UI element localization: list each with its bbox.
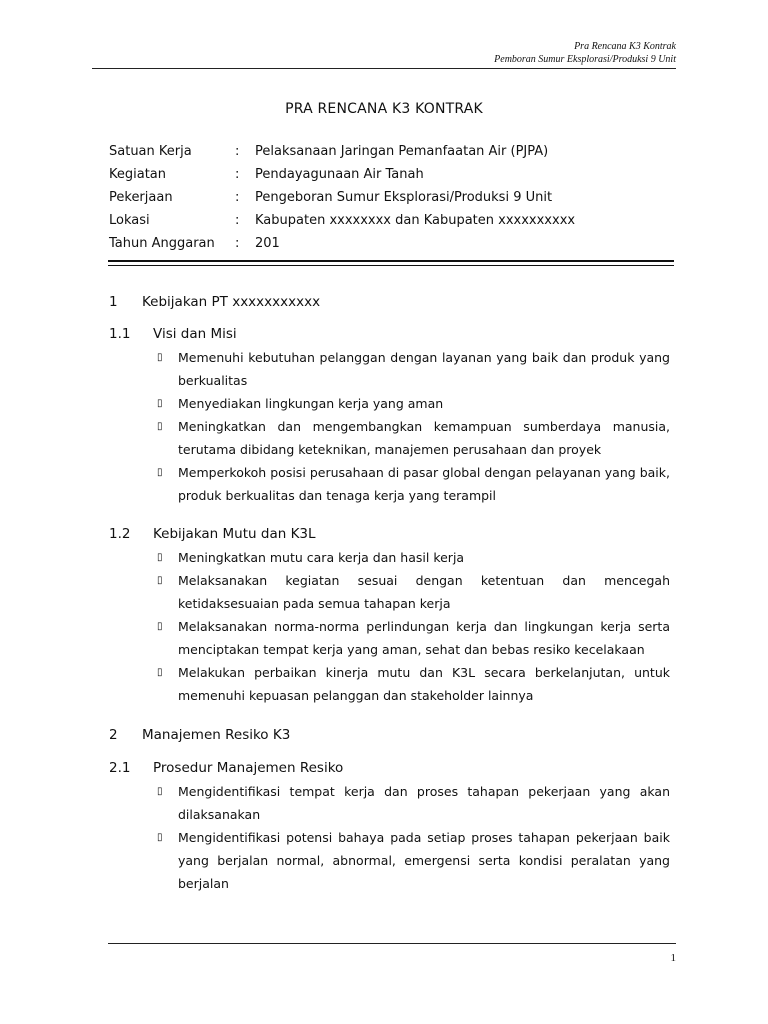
footer-rule: [108, 943, 676, 944]
running-header-subtitle: Pemboran Sumur Eksplorasi/Produksi 9 Unit: [494, 54, 676, 65]
meta-separator: :: [235, 167, 240, 182]
bullet-icon: ▯: [157, 398, 163, 409]
bullet-icon: ▯: [157, 575, 163, 586]
title-block-double-rule: [108, 260, 674, 266]
list-item: ▯ Melakukan perbaikan kinerja mutu dan K3L secara berkelanjutan, untuk memenuhi kepuasan pelanggan dan stakeholder lainnya: [157, 661, 670, 707]
list-item: ▯ Menyediakan lingkungan kerja yang aman: [157, 392, 670, 415]
meta-table: [109, 140, 575, 255]
section-title: Kebijakan PT xxxxxxxxxxx: [142, 294, 321, 310]
bullet-icon: ▯: [157, 467, 163, 478]
list-item: ▯ Melaksanakan kegiatan sesuai dengan ketentuan dan mencegah ketidaksesuaian pada semua tahapan kerja: [157, 569, 670, 615]
section-title: Kebijakan Mutu dan K3L: [153, 526, 316, 542]
meta-label: Satuan Kerja: [109, 144, 192, 159]
meta-row: [109, 232, 575, 255]
header-rule: [92, 68, 676, 69]
meta-separator: :: [235, 236, 240, 251]
bullet-icon: ▯: [157, 832, 163, 843]
bullet-icon: ▯: [157, 421, 163, 432]
meta-row: [109, 209, 575, 232]
meta-value: Pelaksanaan Jaringan Pemanfaatan Air (PJPA): [255, 144, 549, 159]
meta-row: [109, 163, 575, 186]
section-number: 1: [109, 294, 118, 310]
meta-value: 201: [255, 236, 280, 251]
meta-row: [109, 140, 575, 163]
bullet-list-prosedur: [157, 780, 670, 895]
bullet-list-kebijakan-mutu: [157, 546, 670, 707]
page-number: 1: [670, 952, 676, 964]
section-number: 1.2: [109, 526, 131, 542]
section-title: Visi dan Misi: [153, 326, 237, 342]
meta-value: Pengeboran Sumur Eksplorasi/Produksi 9 Unit: [255, 190, 553, 205]
list-item: ▯ Mengidentifikasi potensi bahaya pada setiap proses tahapan pekerjaan baik yang berjalan normal, abnormal, emergensi serta kondisi peralatan yang berjalan: [157, 826, 670, 895]
section-number: 1.1: [109, 326, 131, 342]
meta-label: Lokasi: [109, 213, 150, 228]
section-number: 2.1: [109, 760, 131, 776]
bullet-icon: ▯: [157, 786, 163, 797]
running-header: [494, 40, 676, 66]
bullet-icon: ▯: [157, 352, 163, 363]
running-header-title: Pra Rencana K3 Kontrak: [574, 41, 676, 52]
section-number: 2: [109, 727, 118, 743]
list-item: ▯ Meningkatkan dan mengembangkan kemampuan sumberdaya manusia, terutama dibidang keteknikan, manajemen perusahaan dan proyek: [157, 415, 670, 461]
bullet-icon: ▯: [157, 621, 163, 632]
list-item: ▯ Memenuhi kebutuhan pelanggan dengan layanan yang baik dan produk yang berkualitas: [157, 346, 670, 392]
meta-label: Pekerjaan: [109, 190, 173, 205]
list-item: ▯ Melaksanakan norma-norma perlindungan kerja dan lingkungan kerja serta menciptakan tempat kerja yang aman, sehat dan bebas resiko kecelakaan: [157, 615, 670, 661]
meta-row: [109, 186, 575, 209]
meta-label: Tahun Anggaran: [109, 236, 215, 251]
document-title: PRA RENCANA K3 KONTRAK: [285, 101, 483, 117]
bullet-icon: ▯: [157, 667, 163, 678]
list-item: ▯ Memperkokoh posisi perusahaan di pasar global dengan pelayanan yang baik, produk berkualitas dan tenaga kerja yang terampil: [157, 461, 670, 507]
list-item: ▯ Mengidentifikasi tempat kerja dan proses tahapan pekerjaan yang akan dilaksanakan: [157, 780, 670, 826]
meta-value: Pendayagunaan Air Tanah: [255, 167, 424, 182]
meta-separator: :: [235, 190, 240, 205]
meta-separator: :: [235, 144, 240, 159]
meta-value: Kabupaten xxxxxxxx dan Kabupaten xxxxxxxxxx: [255, 213, 576, 228]
section-title: Manajemen Resiko K3: [142, 727, 291, 743]
section-title: Prosedur Manajemen Resiko: [153, 760, 344, 776]
list-item: ▯ Meningkatkan mutu cara kerja dan hasil kerja: [157, 546, 670, 569]
bullet-list-visi-misi: [157, 346, 670, 507]
meta-separator: :: [235, 213, 240, 228]
meta-label: Kegiatan: [109, 167, 167, 182]
bullet-icon: ▯: [157, 552, 163, 563]
